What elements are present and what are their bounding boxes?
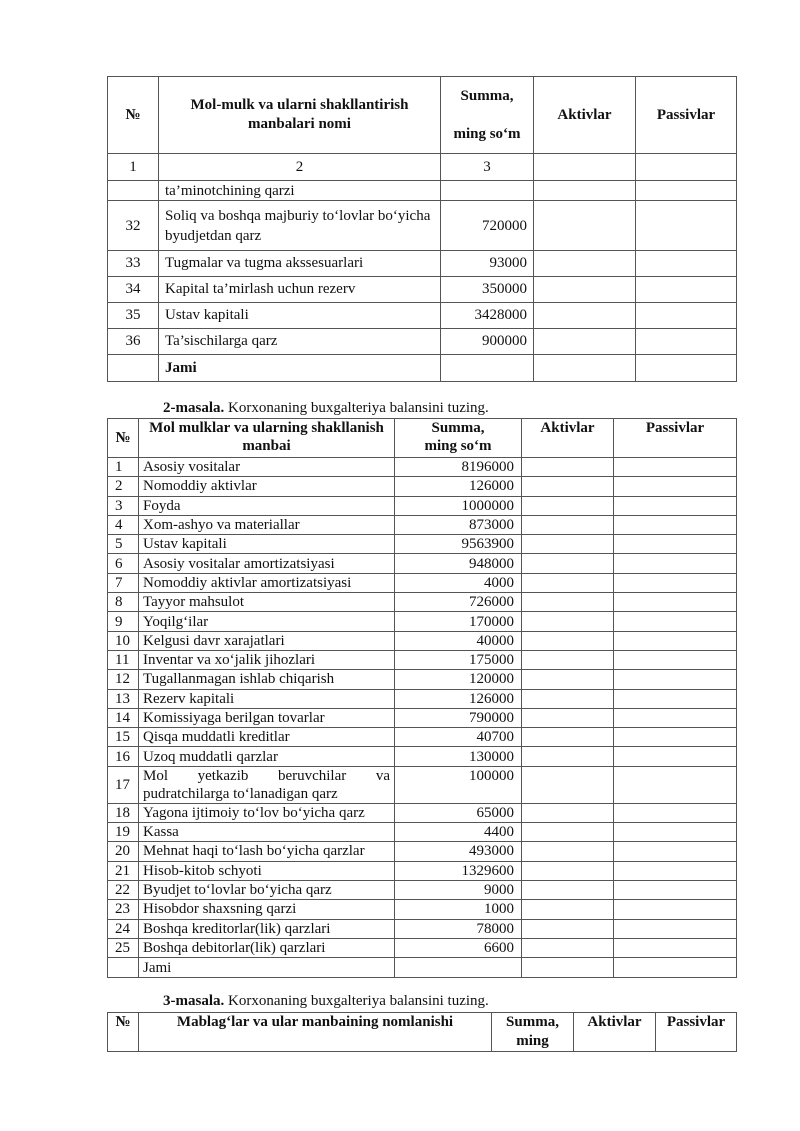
row-number: 34: [108, 277, 159, 303]
row-name: Boshqa debitorlar(lik) qarzlari: [139, 938, 395, 957]
index-cell: 1: [108, 154, 159, 181]
aktiv-cell: [522, 689, 614, 708]
row-sum: 40000: [395, 631, 522, 650]
row-number: 12: [108, 670, 139, 689]
row-name: Inventar va xo‘jalik jihozlari: [139, 650, 395, 669]
row-name: Ustav kapitali: [159, 303, 441, 329]
row-number: 2: [108, 477, 139, 496]
row-name: Yoqilg‘ilar: [139, 612, 395, 631]
aktiv-cell: [522, 747, 614, 766]
row-sum: 175000: [395, 650, 522, 669]
table-row: [108, 593, 737, 612]
passiv-cell: [614, 689, 737, 708]
row-name: Kelgusi davr xarajatlari: [139, 631, 395, 650]
passiv-cell: [614, 554, 737, 573]
aktiv-cell: [522, 477, 614, 496]
header-sum: Summa, ming: [492, 1013, 574, 1052]
header-aktivlar: Aktivlar: [534, 77, 636, 154]
row-sum: 873000: [395, 515, 522, 534]
table-row: [108, 650, 737, 669]
table-row: [108, 766, 737, 803]
aktiv-cell: [522, 554, 614, 573]
passiv-cell: [614, 573, 737, 592]
table-row: [108, 329, 737, 355]
table-row: [108, 803, 737, 822]
total-label: Jami: [159, 355, 441, 382]
header-sum: Summa, ming so‘m: [441, 77, 534, 154]
row-name: Yagona ijtimoiy to‘lov bo‘yicha qarz: [139, 803, 395, 822]
table-row: [108, 573, 737, 592]
row-number: 22: [108, 880, 139, 899]
aktiv-cell: [522, 631, 614, 650]
passiv-cell: [614, 515, 737, 534]
aktiv-cell: [522, 535, 614, 554]
row-name: Hisob-kitob schyoti: [139, 861, 395, 880]
row-number: 6: [108, 554, 139, 573]
aktiv-cell: [522, 708, 614, 727]
row-number: 25: [108, 938, 139, 957]
task-caption-2: 2-masala. Korxonaning buxgalteriya balansini tuzing.: [163, 400, 489, 416]
row-number: 21: [108, 861, 139, 880]
passiv-cell: [614, 708, 737, 727]
aktiv-cell: [522, 670, 614, 689]
row-sum: 120000: [395, 670, 522, 689]
row-number: 36: [108, 329, 159, 355]
row-number: 14: [108, 708, 139, 727]
header-number: №: [108, 1013, 139, 1052]
row-sum: 170000: [395, 612, 522, 631]
table-row: [108, 919, 737, 938]
table-row: [108, 631, 737, 650]
row-sum: 93000: [441, 251, 534, 277]
aktiv-cell: [522, 861, 614, 880]
row-number: 23: [108, 900, 139, 919]
row-sum: 126000: [395, 689, 522, 708]
passiv-cell: [614, 535, 737, 554]
row-name: Asosiy vositalar amortizatsiyasi: [139, 554, 395, 573]
row-name: Nomoddiy aktivlar amortizatsiyasi: [139, 573, 395, 592]
row-sum: 900000: [441, 329, 534, 355]
row-name: ta’minotchining qarzi: [159, 181, 441, 201]
table-row: [108, 823, 737, 842]
row-name: Ta’sischilarga qarz: [159, 329, 441, 355]
table-row: [108, 201, 737, 251]
aktiv-cell: [522, 842, 614, 861]
table-row: [108, 861, 737, 880]
table-row: [108, 747, 737, 766]
passiv-cell: [614, 728, 737, 747]
row-number: 15: [108, 728, 139, 747]
row-sum: 726000: [395, 593, 522, 612]
passiv-cell: [614, 842, 737, 861]
row-name: Komissiyaga berilgan tovarlar: [139, 708, 395, 727]
row-name: Kassa: [139, 823, 395, 842]
table-row: [108, 515, 737, 534]
aktiv-cell: [522, 573, 614, 592]
aktiv-cell: [522, 458, 614, 477]
aktiv-cell: [522, 803, 614, 822]
row-name: Soliq va boshqa majburiy to‘lovlar bo‘yicha byudjetdan qarz: [159, 201, 441, 251]
row-name: Uzoq muddatli qarzlar: [139, 747, 395, 766]
aktiv-cell: [522, 823, 614, 842]
passiv-cell: [614, 670, 737, 689]
passiv-cell: [614, 900, 737, 919]
passiv-cell: [614, 593, 737, 612]
header-passivlar: Passivlar: [614, 419, 737, 458]
row-name: Rezerv kapitali: [139, 689, 395, 708]
row-sum: 9563900: [395, 535, 522, 554]
aktiv-cell: [522, 593, 614, 612]
row-number: 9: [108, 612, 139, 631]
aktiv-cell: [522, 938, 614, 957]
header-passivlar: Passivlar: [636, 77, 737, 154]
passiv-cell: [614, 458, 737, 477]
passiv-cell: [614, 747, 737, 766]
row-sum: 4400: [395, 823, 522, 842]
row-number: 24: [108, 919, 139, 938]
passiv-cell: [614, 938, 737, 957]
passiv-cell: [614, 631, 737, 650]
row-number: 4: [108, 515, 139, 534]
row-name: Byudjet to‘lovlar bo‘yicha qarz: [139, 880, 395, 899]
index-cell: 2: [159, 154, 441, 181]
row-number: 11: [108, 650, 139, 669]
table-row: [108, 477, 737, 496]
total-row: [108, 958, 737, 978]
row-name: Mehnat haqi to‘lash bo‘yicha qarzlar: [139, 842, 395, 861]
row-sum: 126000: [395, 477, 522, 496]
header-aktivlar: Aktivlar: [522, 419, 614, 458]
row-sum: 1000000: [395, 496, 522, 515]
row-sum: 1000: [395, 900, 522, 919]
row-sum: 1329600: [395, 861, 522, 880]
table-row: [108, 251, 737, 277]
row-number: 17: [108, 766, 139, 803]
row-number: 5: [108, 535, 139, 554]
row-name: Tayyor mahsulot: [139, 593, 395, 612]
row-name: Hisobdor shaxsning qarzi: [139, 900, 395, 919]
row-sum: 493000: [395, 842, 522, 861]
row-name: Tugmalar va tugma akssesuarlari: [159, 251, 441, 277]
header-passivlar: Passivlar: [656, 1013, 737, 1052]
table-row: [108, 670, 737, 689]
row-number: 19: [108, 823, 139, 842]
row-sum: 6600: [395, 938, 522, 957]
row-number: 13: [108, 689, 139, 708]
passiv-cell: [614, 650, 737, 669]
header-name: Mablag‘lar va ular manbaining nomlanishi: [139, 1013, 492, 1052]
table-row: [108, 708, 737, 727]
row-name: Mol yetkazib beruvchilar va pudratchilarga to‘lanadigan qarz: [139, 766, 395, 803]
row-sum: 100000: [395, 766, 522, 803]
row-sum: 78000: [395, 919, 522, 938]
aktiv-cell: [522, 766, 614, 803]
row-name: Kapital ta’mirlash uchun rezerv: [159, 277, 441, 303]
row-sum: 8196000: [395, 458, 522, 477]
row-sum: 40700: [395, 728, 522, 747]
row-number: 10: [108, 631, 139, 650]
task-caption-3: 3-masala. Korxonaning buxgalteriya balansini tuzing.: [163, 993, 489, 1009]
table-row: [108, 880, 737, 899]
row-sum: 130000: [395, 747, 522, 766]
row-sum: 3428000: [441, 303, 534, 329]
passiv-cell: [614, 612, 737, 631]
row-name: Asosiy vositalar: [139, 458, 395, 477]
aktiv-cell: [522, 650, 614, 669]
passiv-cell: [614, 803, 737, 822]
row-number: 35: [108, 303, 159, 329]
table-row: [108, 612, 737, 631]
passiv-cell: [614, 823, 737, 842]
total-row: [108, 355, 737, 382]
table-row: [108, 303, 737, 329]
header-number: №: [108, 77, 159, 154]
passiv-cell: [614, 880, 737, 899]
total-label: Jami: [139, 958, 395, 978]
row-number: 1: [108, 458, 139, 477]
header-name: Mol mulklar va ularning shakllanish manbai: [139, 419, 395, 458]
index-cell: 3: [441, 154, 534, 181]
table-row: [108, 554, 737, 573]
aktiv-cell: [522, 612, 614, 631]
passiv-cell: [614, 919, 737, 938]
passiv-cell: [614, 766, 737, 803]
table-row: [108, 277, 737, 303]
row-name: Qisqa muddatli kreditlar: [139, 728, 395, 747]
aktiv-cell: [522, 919, 614, 938]
row-name: Xom-ashyo va materiallar: [139, 515, 395, 534]
empty-cell: [636, 154, 737, 181]
passiv-cell: [614, 496, 737, 515]
row-number: 33: [108, 251, 159, 277]
header-name: Mol-mulk va ularni shakllantirish manbalari nomi: [159, 77, 441, 154]
row-number: 7: [108, 573, 139, 592]
header-aktivlar: Aktivlar: [574, 1013, 656, 1052]
row-number: 20: [108, 842, 139, 861]
row-name: Nomoddiy aktivlar: [139, 477, 395, 496]
balance-table-3: [107, 1012, 737, 1052]
row-number: 16: [108, 747, 139, 766]
balance-table-1: [107, 76, 737, 382]
header-sum: Summa, ming so‘m: [395, 419, 522, 458]
row-number: 18: [108, 803, 139, 822]
passiv-cell: [614, 477, 737, 496]
table-row: [108, 181, 737, 201]
balance-table-2: [107, 418, 737, 978]
passiv-cell: [614, 861, 737, 880]
row-sum: 948000: [395, 554, 522, 573]
aktiv-cell: [522, 496, 614, 515]
row-sum: 65000: [395, 803, 522, 822]
row-sum: 720000: [441, 201, 534, 251]
aktiv-cell: [522, 900, 614, 919]
row-name: Tugallanmagan ishlab chiqarish: [139, 670, 395, 689]
row-name: Ustav kapitali: [139, 535, 395, 554]
table-row: [108, 938, 737, 957]
table-row: [108, 900, 737, 919]
row-number: 32: [108, 201, 159, 251]
row-number: 3: [108, 496, 139, 515]
row-sum: 790000: [395, 708, 522, 727]
table-row: [108, 535, 737, 554]
header-number: №: [108, 419, 139, 458]
row-number: 8: [108, 593, 139, 612]
row-sum: 9000: [395, 880, 522, 899]
table-row: [108, 496, 737, 515]
empty-cell: [534, 154, 636, 181]
row-name: Foyda: [139, 496, 395, 515]
table-row: [108, 458, 737, 477]
aktiv-cell: [522, 728, 614, 747]
aktiv-cell: [522, 880, 614, 899]
aktiv-cell: [522, 515, 614, 534]
table-row: [108, 728, 737, 747]
table-row: [108, 842, 737, 861]
table-row: [108, 689, 737, 708]
row-sum: 4000: [395, 573, 522, 592]
row-name: Boshqa kreditorlar(lik) qarzlari: [139, 919, 395, 938]
row-sum: 350000: [441, 277, 534, 303]
